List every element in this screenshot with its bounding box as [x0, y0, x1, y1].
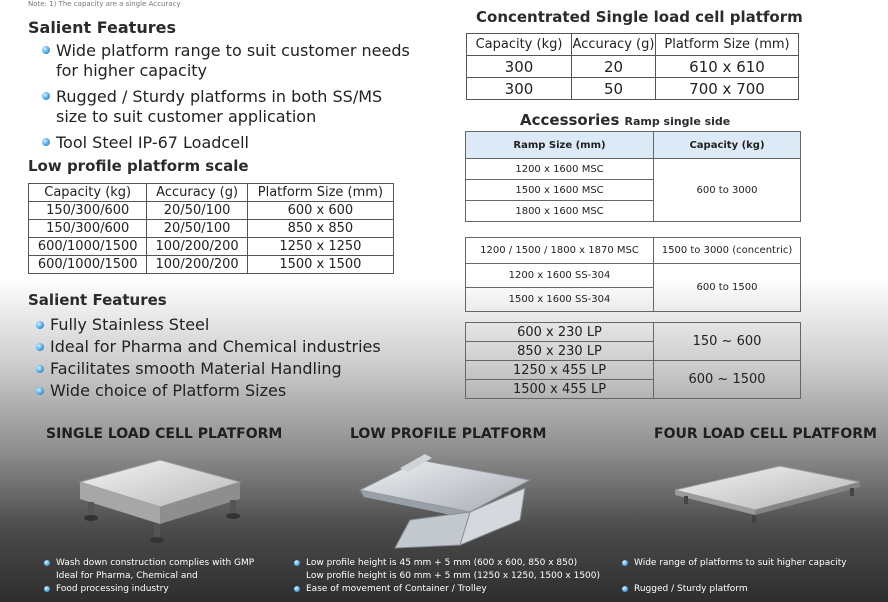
table-row: 1200 x 1600 MSC 600 to 3000	[466, 159, 801, 180]
four-load-cell-platform-image	[660, 452, 870, 532]
column-header: Capacity (kg)	[654, 132, 801, 159]
table-row: 600 x 230 LP 150 ~ 600	[466, 323, 801, 342]
table-row: 600/1000/1500 100/200/200 1500 x 1500	[29, 256, 394, 274]
list-item: Ideal for Pharma and Chemical industries	[30, 336, 381, 358]
column-header: Accuracy (g)	[147, 184, 247, 202]
top-note: Note: 1) The capacity are a single Accuracy	[28, 0, 181, 8]
table-row: 1500 x 1600 MSC	[466, 180, 801, 201]
bullet-icon	[622, 560, 628, 566]
bullet-icon	[42, 46, 50, 54]
table-row: 150/300/600 20/50/100 850 x 850	[29, 220, 394, 238]
salient-features-heading: Salient Features	[28, 18, 176, 37]
bullet-icon	[36, 321, 44, 329]
column-header: Accuracy (g)	[572, 34, 656, 56]
list-item: Wide platform range to suit customer needs for higher capacity	[36, 41, 410, 81]
single-platform-features	[44, 557, 254, 596]
table-row: 850 x 230 LP	[466, 342, 801, 361]
bullet-icon	[294, 560, 300, 566]
table-row: 150/300/600 20/50/100 600 x 600	[29, 202, 394, 220]
table-row: 300 50 700 x 700	[467, 78, 799, 100]
bullet-icon	[622, 586, 628, 592]
list-item: Tool Steel IP-67 Loadcell	[36, 133, 410, 153]
list-item: Wash down construction complies with GMP Ideal for Pharma, Chemical and	[44, 557, 254, 583]
concentrated-heading: Concentrated Single load cell platform	[476, 8, 803, 26]
bullet-icon	[36, 343, 44, 351]
product-title-four: FOUR LOAD CELL PLATFORM	[654, 426, 877, 442]
salient-features-list	[36, 41, 410, 153]
table-header-row	[466, 132, 801, 159]
list-item: Rugged / Sturdy platforms in both SS/MS size to suit customer application	[36, 87, 410, 127]
bullet-icon	[36, 387, 44, 395]
list-item: Rugged / Sturdy platform	[622, 583, 847, 596]
ramp-table-2	[465, 237, 801, 312]
product-title-single: SINGLE LOAD CELL PLATFORM	[46, 426, 283, 442]
table-row: 300 20 610 x 610	[467, 56, 799, 78]
capacity-cell: 600 to 3000	[654, 159, 801, 222]
bullet-icon	[44, 586, 50, 592]
product-title-low-profile: LOW PROFILE PLATFORM	[350, 426, 547, 442]
bullet-icon	[36, 365, 44, 373]
low-profile-platform-image	[350, 450, 540, 550]
table-row: 1200 / 1500 / 1800 x 1870 MSC 1500 to 3000 (concentric)	[466, 238, 801, 264]
lp-ramp-table	[465, 322, 801, 399]
column-header: Platform Size (mm)	[247, 184, 393, 202]
capacity-cell: 150 ~ 600	[654, 323, 801, 361]
low-profile-heading: Low profile platform scale	[28, 157, 249, 175]
list-item: Wide range of platforms to suit higher capacity	[622, 557, 847, 570]
table-row: 1800 x 1600 MSC	[466, 201, 801, 222]
list-item: Wide choice of Platform Sizes	[30, 380, 381, 402]
salient-features-2-heading: Salient Features	[28, 291, 167, 309]
column-header: Capacity (kg)	[467, 34, 572, 56]
low-profile-features	[294, 557, 600, 596]
bullet-icon	[42, 92, 50, 100]
ramp-table	[465, 131, 801, 222]
list-item: Ease of movement of Container / Trolley	[294, 583, 600, 596]
table-row: 1250 x 455 LP 600 ~ 1500	[466, 361, 801, 380]
salient-features-2-list	[30, 314, 381, 402]
capacity-cell: 600 to 1500	[654, 264, 801, 312]
column-header: Capacity (kg)	[29, 184, 147, 202]
concentrated-table	[466, 33, 799, 100]
list-item: Food processing industry	[44, 583, 254, 596]
table-row: 1200 x 1600 SS-304 600 to 1500	[466, 264, 801, 288]
list-item: Low profile height is 45 mm + 5 mm (600 x 600, 850 x 850) Low profile height is 60 mm + 5 mm (1250 x 1250, 1500 x 1500)	[294, 557, 600, 583]
table-header-row	[29, 184, 394, 202]
accessories-heading: Accessories Ramp single side	[520, 111, 731, 129]
column-header: Ramp Size (mm)	[466, 132, 654, 159]
list-item: Fully Stainless Steel	[30, 314, 381, 336]
table-row: 600/1000/1500 100/200/200 1250 x 1250	[29, 238, 394, 256]
bullet-icon	[44, 560, 50, 566]
four-platform-features	[622, 557, 847, 596]
single-load-cell-platform-image	[60, 452, 260, 547]
table-row: 1500 x 455 LP	[466, 380, 801, 399]
bullet-icon	[42, 138, 50, 146]
table-header-row	[467, 34, 799, 56]
bullet-icon	[294, 586, 300, 592]
table-row: 1500 x 1600 SS-304	[466, 288, 801, 312]
low-profile-table	[28, 183, 394, 274]
list-item: Facilitates smooth Material Handling	[30, 358, 381, 380]
capacity-cell: 600 ~ 1500	[654, 361, 801, 399]
column-header: Platform Size (mm)	[656, 34, 799, 56]
